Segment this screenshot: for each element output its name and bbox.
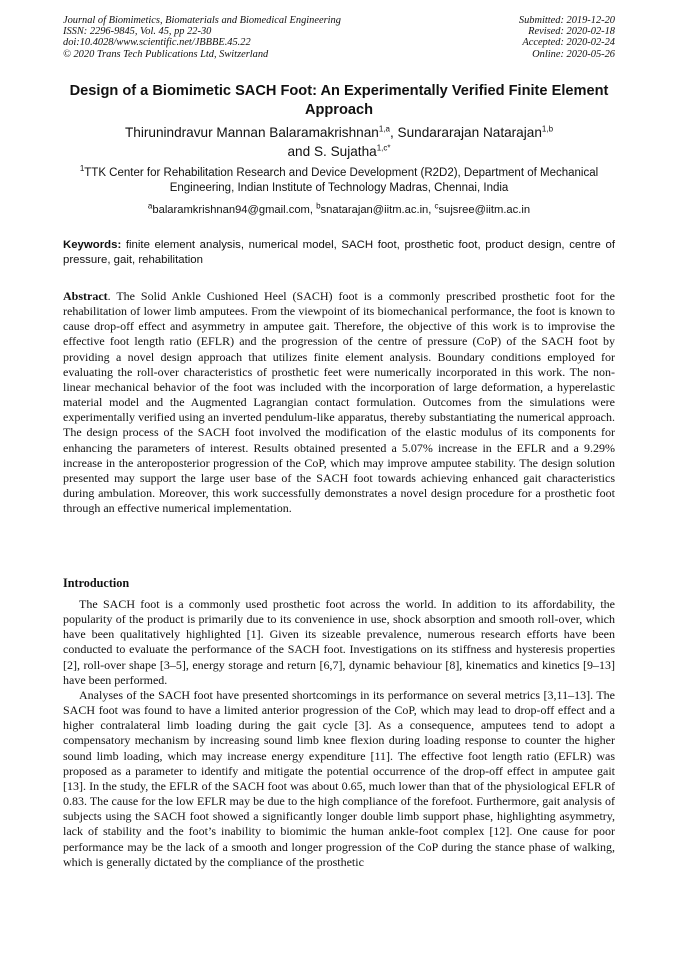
email-link[interactable]: sujsree@iitm.ac.in xyxy=(438,204,531,216)
abstract-label: Abstract xyxy=(63,289,108,303)
date-submitted: Submitted: 2019-12-20 xyxy=(518,15,615,26)
email-marker: b xyxy=(316,201,321,211)
introduction-body xyxy=(63,597,615,870)
email-link[interactable]: snatarajan@iitm.ac.in xyxy=(320,204,429,216)
email-link[interactable]: balaramkrishnan94@gmail.com xyxy=(152,204,310,216)
affiliation xyxy=(70,166,608,196)
keywords-label: Keywords: xyxy=(63,239,122,251)
paragraph: The SACH foot is a commonly used prosthetic foot across the world. In addition to its affordability, the popularity of the product is primarily due to its convenience in use, shock absorption and smooth roll-over, which have been qualitatively highlighted [1]. Given its sizeable prevalence, numerous research efforts have been conducted to evaluate the performance of the SACH foot. Investigations on its stiffness and hysteresis properties [2], roll-over shape [3–5], energy storage and return [6,7], dynamic behaviour [8], kinematics and kinetics [9–13] have been performed. xyxy=(63,597,615,687)
author-name: Sundararajan Natarajan xyxy=(397,125,542,140)
publication-dates xyxy=(445,15,615,60)
abstract-text: . The Solid Ankle Cushioned Heel (SACH) foot is a commonly prescribed prosthetic foot for the rehabilitation of lower limb amputees. From the viewpoint of its biomechanical performance, the foot is known to cause drop-off effect and asymmetry in amputee gait. Therefore, the objective of this work is to improvise the effective foot length ratio (EFLR) and the progression of the centre of pressure (CoP) of the SACH foot by providing a novel design approach that utilizes finite element analysis. Boundary conditions employed for evaluating the roll-over characteristics of prosthetic feet were numerically incorporated in this work. The non-linear mechanical behavior of the foot was included with the incorporation of large deformation, a hyperelastic material model and the Augmented Lagrangian contact formulation. Outcomes from the simulations were experimentally verified using an inverted pendulum-like apparatus, thereby substantiating the numerical approach. The design process of the SACH foot involved the modification of the elastic modulus of its components for enhancing the parameters of interest. Results obtained presented a 5.07% increase in the EFLR and a 9.29% increase in the anteroposterior progression of the CoP, which may improve amputee stability. The design solution presented may support the large user base of the SACH foot towards achieving enhanced gait characteristics during ambulation. Moreover, this work successfully demonstrates a novel design procedure for a prosthetic foot through an effective numerical implementation. xyxy=(63,289,615,516)
affiliation-text: TTK Center for Rehabilitation Research and Device Development (R2D2), Department of Mechanical Engineering, Indian Institute of Technology Madras, Chennai, India xyxy=(84,167,599,194)
author-name: S. Sujatha xyxy=(313,144,377,159)
abstract xyxy=(63,289,615,516)
author-name: Thirunindravur Mannan Balaramakrishnan xyxy=(124,125,379,140)
journal-info xyxy=(63,15,443,60)
paper-title: Design of a Biomimetic SACH Foot: An Experimentally Verified Finite Element Approach xyxy=(69,83,609,118)
author-list: Thirunindravur Mannan Balaramakrishnan$^{1,a}$, Sundararajan Natarajan$^{1,b}$ and S. Sujatha$^{1,c*}$ xyxy=(124,124,554,159)
keywords-text: finite element analysis, numerical model, SACH foot, prosthetic foot, product design, centre of pressure, gait, rehabilitation xyxy=(63,239,615,266)
section-heading-introduction: Introduction xyxy=(63,576,130,590)
author-affiliation-marker: 1,a xyxy=(378,124,390,134)
author-emails: $^a$balaramkrishnan94@gmail.com, $^b$snatarajan@iitm.ac.in, $^c$sujsree@iitm.ac.in xyxy=(147,201,531,216)
date-online: Online: 2020-05-26 xyxy=(532,48,615,60)
email-marker: a xyxy=(147,201,153,211)
journal-issn: ISSN: 2296-9845, Vol. 45, pp 22-30 xyxy=(63,26,212,38)
keywords xyxy=(63,238,615,268)
date-revised: Revised: 2020-02-18 xyxy=(528,26,615,38)
author-affiliation-marker: 1,b xyxy=(541,124,554,134)
journal-name: Journal of Biomimetics, Biomaterials and Biomedical Engineering xyxy=(63,15,341,26)
journal-copyright: © 2020 Trans Tech Publications Ltd, Switzerland xyxy=(63,48,269,60)
date-accepted: Accepted: 2020-02-24 xyxy=(522,37,615,49)
journal-doi[interactable]: doi:10.4028/www.scientific.net/JBBBE.45.22 xyxy=(63,37,251,49)
author-affiliation-marker: 1,c* xyxy=(376,143,391,153)
paragraph: Analyses of the SACH foot have presented shortcomings in its performance on several metrics [3,11–13]. The SACH foot was found to have a limited anterior progression of the CoP, which may lead to drop-off effect and a higher contralateral limb loading during the gait cycle [3]. As a consequence, amputees tend to adopt a compensatory mechanism by increasing sound limb knee flexion during loading response to counter the higher sound limb loading, which may increase energy expenditure [11]. The effective foot length ratio (EFLR) was proposed as a parameter to identify and mitigate the potential occurrence of the drop-off effect in amputee gait [13]. In the study, the EFLR of the SACH foot was about 0.65, much lower than that of the physiological EFLR of 0.83. The cause for the low EFLR may be due to the high compliance of the forefoot. Furthermore, gait analysis of subjects using the SACH foot showed a significantly longer double limb support phase, highlighting asymmetry, lack of stability and the foot’s inability to biomimic the human ankle-foot complex [12]. One cause for poor performance may be the lack of a smooth and longer progression of the CoP during the stance phase of walking, which is generally dictated by the compliance of the prosthetic xyxy=(63,687,615,869)
email-marker: c xyxy=(434,201,439,211)
affiliation-marker: 1 xyxy=(79,164,85,174)
